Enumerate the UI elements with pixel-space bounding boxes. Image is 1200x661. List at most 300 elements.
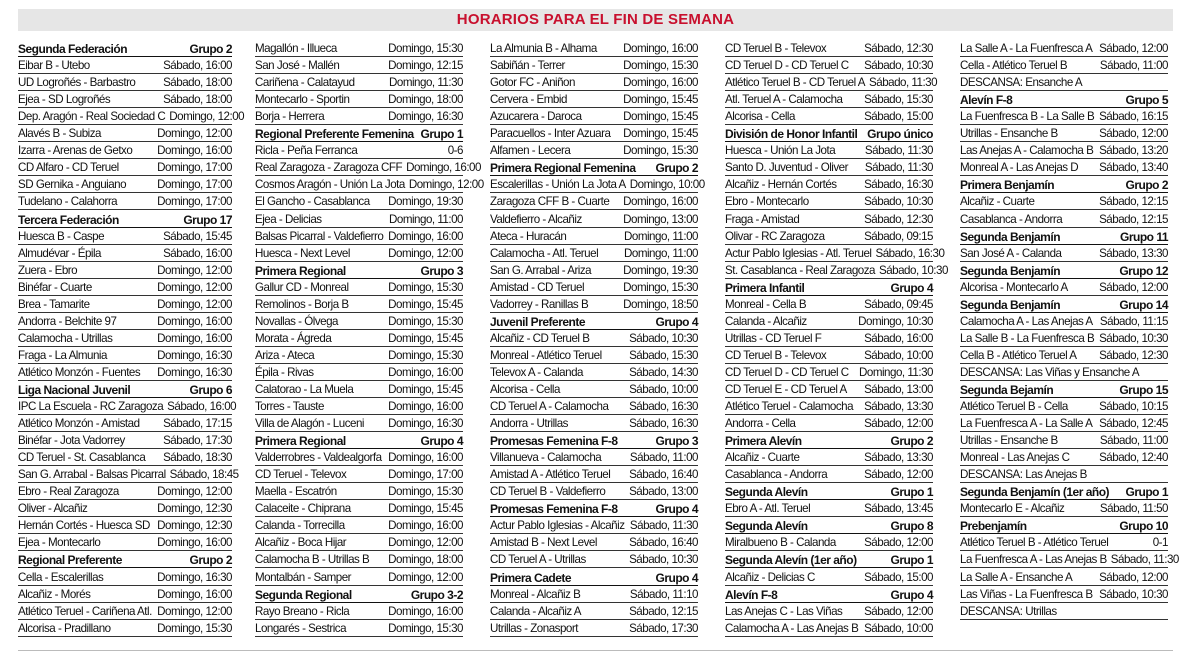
match-time: Domingo, 18:00 [388, 553, 463, 567]
match-time: Domingo, 15:45 [388, 297, 463, 311]
match-time: Domingo, 12:00 [388, 246, 463, 260]
match-teams: Monreal - Alcañiz B [490, 587, 581, 601]
competition-name: Primera Benjamín [960, 178, 1055, 193]
match-time: 0-6 [447, 144, 463, 158]
match-time: Sábado, 17:30 [629, 621, 698, 635]
competition-header [490, 568, 698, 585]
match-teams: IPC La Escuela - RC Zaragoza [18, 400, 164, 414]
match-time: Sábado, 15:30 [864, 93, 933, 107]
match-time: Domingo, 13:00 [623, 212, 698, 226]
match-time: Domingo, 16:00 [388, 604, 463, 618]
match-time: Sábado, 16:30 [629, 400, 698, 414]
match-teams: La Almunia B - Alhama [490, 42, 597, 56]
match-row [960, 551, 1179, 568]
match-teams: Alcañiz - Hernán Cortés [725, 178, 837, 192]
match-time: Domingo, 12:00 [157, 263, 232, 277]
match-teams: Valdefierro - Alcañiz [490, 212, 582, 226]
match-time: Domingo, 18:00 [388, 93, 463, 107]
group-label: Grupo 5 [1125, 93, 1168, 108]
match-row [255, 40, 463, 57]
page-title: HORARIOS PARA EL FIN DE SEMANA [456, 11, 735, 28]
match-time: Domingo, 16:00 [623, 42, 698, 56]
match-teams: Las Anejas C - Las Viñas [725, 604, 843, 618]
match-row [960, 159, 1168, 176]
match-time: Domingo, 15:45 [623, 127, 698, 141]
match-row [255, 108, 463, 125]
competition-header [960, 381, 1168, 398]
match-row [255, 159, 481, 176]
match-time: Sábado, 13:30 [864, 451, 933, 465]
match-row [960, 330, 1168, 347]
match-row [490, 466, 698, 483]
competition-name: Juvenil Preferente [490, 314, 586, 329]
match-teams: Andorra - Utrillas [490, 417, 568, 431]
match-teams: Montecarlo - Sportin [255, 93, 350, 107]
competition-header [255, 262, 463, 279]
match-time: Sábado, 16:30 [864, 178, 933, 192]
group-label: Grupo 4 [420, 434, 463, 449]
group-label: Grupo 15 [1119, 382, 1168, 397]
match-time: Domingo, 12:00 [388, 536, 463, 550]
match-time: Sábado, 15:00 [864, 110, 933, 124]
group-label: Grupo 1 [420, 127, 463, 142]
group-label: Grupo 4 [655, 502, 698, 517]
match-row [490, 620, 698, 637]
schedule-column-5 [960, 40, 1179, 620]
match-time: Sábado, 12:40 [1099, 451, 1168, 465]
group-label: Grupo 2 [189, 553, 232, 568]
match-row [490, 245, 698, 262]
match-teams: Huesca - Unión La Jota [725, 144, 836, 158]
match-row [18, 603, 232, 620]
match-row [255, 57, 463, 74]
match-row [490, 364, 698, 381]
match-row [18, 364, 232, 381]
match-time: Sábado, 10:30 [878, 263, 948, 277]
match-row [960, 125, 1168, 142]
match-time: Domingo, 12:00 [157, 604, 232, 618]
match-row [18, 193, 232, 210]
match-teams: Alcañiz - Cuarte [960, 195, 1035, 209]
competition-header [725, 279, 933, 296]
competition-header [490, 500, 698, 517]
title-bar [18, 9, 1173, 31]
match-row [255, 91, 463, 108]
match-teams: La Salle B - La Fuenfresca B [960, 331, 1095, 345]
match-teams: Utrillas - Zonasport [490, 621, 578, 635]
match-time: Sábado, 10:30 [864, 195, 933, 209]
match-teams: Calanda - Torrecilla [255, 519, 345, 533]
schedule-column-1 [18, 40, 245, 637]
match-teams: Calamocha - Utrillas [18, 331, 113, 345]
match-time: Sábado, 11:30 [629, 519, 698, 533]
match-teams: Calamocha - Atl. Teruel [490, 246, 599, 260]
rest-note-text: DESCANSA: Ensanche A [960, 76, 1083, 90]
match-teams: Atlético Teruel B - CD Teruel A [725, 76, 866, 90]
match-time: Domingo, 12:00 [157, 280, 232, 294]
competition-name: Segunda Regional [255, 587, 352, 602]
match-row [255, 603, 463, 620]
match-teams: Calamocha B - Utrillas B [255, 553, 370, 567]
match-time: Sábado, 11:50 [1099, 502, 1168, 516]
match-time: Domingo, 16:00 [623, 195, 698, 209]
match-time: Sábado, 12:15 [1099, 212, 1168, 226]
match-time: Sábado, 12:30 [864, 212, 933, 226]
match-row [490, 74, 698, 91]
match-teams: Miralbueno B - Calanda [725, 536, 836, 550]
match-teams: CD Teruel - St. Casablanca [18, 451, 146, 465]
match-teams: Atlético Teruel - Calamocha [725, 400, 854, 414]
group-label: Grupo 4 [890, 280, 933, 295]
match-teams: CD Teruel A - Calamocha [490, 400, 609, 414]
match-time: Sábado, 16:40 [629, 536, 698, 550]
competition-header [725, 517, 933, 534]
match-teams: Atlético Monzón - Amistad [18, 417, 140, 431]
match-time: Domingo, 15:30 [623, 59, 698, 73]
match-time: Domingo, 15:30 [623, 280, 698, 294]
match-row [725, 108, 933, 125]
match-teams: CD Teruel B - Valdefierro [490, 485, 606, 499]
match-time: Domingo, 15:45 [623, 93, 698, 107]
match-time: Sábado, 14:30 [629, 365, 698, 379]
match-time: Sábado, 15:45 [163, 229, 232, 243]
match-time: Sábado, 12:00 [864, 536, 933, 550]
competition-header [490, 313, 698, 330]
match-row [255, 279, 463, 296]
match-row [490, 551, 698, 568]
match-row [490, 415, 698, 432]
match-time: Domingo, 19:30 [623, 263, 698, 277]
match-time: Domingo, 12:00 [169, 110, 245, 124]
match-row [18, 517, 232, 534]
match-row [725, 381, 933, 398]
match-row [18, 125, 232, 142]
match-teams: Huesca - Next Level [255, 246, 350, 260]
match-teams: Zuera - Ebro [18, 263, 78, 277]
competition-header [725, 586, 933, 603]
match-time: Domingo, 16:00 [623, 76, 698, 90]
match-teams: Calatorao - La Muela [255, 382, 354, 396]
match-teams: Épila - Rivas [255, 365, 314, 379]
match-teams: Torres - Tauste [255, 400, 324, 414]
match-time: Domingo, 12:00 [157, 297, 232, 311]
match-teams: Alcañiz - Cuarte [725, 451, 800, 465]
match-time: Sábado, 18:00 [163, 76, 232, 90]
match-row [18, 347, 232, 364]
match-teams: Ebro - Montecarlo [725, 195, 809, 209]
bottom-divider [18, 650, 1173, 651]
match-teams: Calamocha A - Las Anejas B [725, 621, 859, 635]
match-teams: Gotor FC - Aniñon [490, 76, 575, 90]
match-time: Sábado, 12:15 [1099, 195, 1168, 209]
match-teams: Alavés B - Subiza [18, 127, 102, 141]
match-row [725, 176, 933, 193]
group-label: Grupo 3 [655, 434, 698, 449]
match-teams: Dep. Aragón - Real Sociedad C [18, 110, 166, 124]
match-time: Domingo, 16:00 [157, 314, 232, 328]
match-teams: Morata - Ágreda [255, 331, 332, 345]
match-row [725, 245, 945, 262]
match-teams: Utrillas - Ensanche B [960, 127, 1058, 141]
match-teams: El Gancho - Casablanca [255, 195, 370, 209]
match-teams: Las Viñas - La Fuenfresca B [960, 587, 1093, 601]
match-row [18, 313, 232, 330]
match-time: Sábado, 12:00 [1099, 42, 1168, 56]
match-time: Domingo, 17:00 [157, 161, 232, 175]
match-teams: Utrillas - CD Teruel F [725, 331, 822, 345]
rest-note [960, 466, 1168, 483]
match-teams: SD Gernika - Anguiano [18, 178, 127, 192]
match-teams: Casablanca - Andorra [725, 468, 828, 482]
match-row [490, 40, 698, 57]
match-row [18, 228, 232, 245]
match-row [18, 91, 232, 108]
match-time: Sábado, 11:00 [1099, 59, 1168, 73]
group-label: Grupo 11 [1119, 229, 1168, 244]
match-time: Sábado, 12:30 [1099, 348, 1168, 362]
match-row [255, 296, 463, 313]
match-row [725, 449, 933, 466]
match-teams: CD Teruel E - CD Teruel A [725, 382, 847, 396]
match-row [490, 534, 698, 551]
competition-name: Tercera Federación [18, 212, 119, 227]
match-teams: Andorra - Belchite 97 [18, 314, 117, 328]
match-row [490, 193, 698, 210]
match-time: Sábado, 13:20 [1099, 144, 1168, 158]
match-teams: Magallón - Illueca [255, 42, 337, 56]
match-teams: Cella B - Atlético Teruel A [960, 348, 1077, 362]
match-time: Domingo, 16:00 [388, 519, 463, 533]
match-time: Sábado, 15:00 [864, 570, 933, 584]
match-row [960, 398, 1168, 415]
group-label: Grupo 12 [1119, 263, 1168, 278]
match-time: Domingo, 16:00 [388, 400, 463, 414]
match-teams: Valderrobres - Valdealgorfa [255, 451, 382, 465]
match-time: Sábado, 10:30 [1099, 331, 1168, 345]
match-teams: Sabiñán - Terrer [490, 59, 565, 73]
match-time: Domingo, 15:30 [388, 280, 463, 294]
match-row [255, 210, 463, 227]
rest-note [960, 603, 1168, 620]
match-teams: Ariza - Ateca [255, 348, 315, 362]
match-teams: La Fuenfresca A - Las Anejas B [960, 553, 1107, 567]
match-teams: Rayo Breano - Ricla [255, 604, 350, 618]
match-row [490, 279, 698, 296]
match-row [960, 193, 1168, 210]
competition-header [18, 381, 232, 398]
match-time: Sábado, 10:30 [1099, 587, 1168, 601]
match-time: Sábado, 13:45 [864, 502, 933, 516]
match-teams: Maella - Escatrón [255, 485, 337, 499]
competition-header [725, 483, 933, 500]
match-teams: San G. Arrabal - Balsas Picarral [18, 468, 166, 482]
match-time: Domingo, 15:45 [623, 110, 698, 124]
match-row [490, 398, 698, 415]
match-time: Sábado, 11:30 [869, 76, 938, 90]
match-row [490, 381, 698, 398]
match-teams: Actur Pablo Iglesias - Atl. Teruel [725, 246, 872, 260]
match-teams: Televox A - Calanda [490, 365, 583, 379]
match-row [960, 313, 1168, 330]
match-time: Sábado, 16:00 [864, 331, 933, 345]
competition-name: Primera Alevín [725, 434, 802, 449]
match-teams: Andorra - Cella [725, 417, 796, 431]
match-row [490, 347, 698, 364]
match-row [725, 142, 933, 159]
group-label: Grupo 14 [1119, 297, 1168, 312]
match-teams: Monreal - Las Anejas C [960, 451, 1070, 465]
match-time: Sábado, 11:30 [1110, 553, 1179, 567]
match-time: Sábado, 13:40 [1099, 161, 1168, 175]
match-row [255, 364, 463, 381]
match-time: Domingo, 12:00 [157, 127, 232, 141]
group-label: Grupo 8 [890, 519, 933, 534]
match-teams: Atlético Teruel B - Cella [960, 400, 1068, 414]
group-label: Grupo 3-2 [410, 587, 463, 602]
competition-header [18, 210, 232, 227]
match-row [725, 500, 933, 517]
competition-name: Segunda Benjamín [960, 263, 1061, 278]
match-time: Sábado, 11:30 [864, 161, 933, 175]
match-time: Sábado, 10:00 [864, 621, 933, 635]
group-label: Grupo 4 [890, 587, 933, 602]
match-time: Sábado, 10:30 [629, 331, 698, 345]
match-row [725, 91, 933, 108]
match-teams: Binéfar - Cuarte [18, 280, 92, 294]
match-row [960, 108, 1168, 125]
match-time: Domingo, 16:00 [157, 536, 232, 550]
match-row [255, 74, 463, 91]
competition-header [725, 432, 933, 449]
match-time: Domingo, 16:00 [388, 451, 463, 465]
match-row [255, 449, 463, 466]
match-teams: Las Anejas A - Calamocha B [960, 144, 1094, 158]
match-row [725, 193, 933, 210]
match-time: Sábado, 16:00 [163, 246, 232, 260]
match-row [490, 108, 698, 125]
match-time: Sábado, 10:15 [1099, 400, 1168, 414]
match-teams: Santo D. Juventud - Oliver [725, 161, 848, 175]
competition-header [960, 483, 1168, 500]
match-teams: Brea - Tamarite [18, 297, 90, 311]
competition-name: Primera Regional [255, 434, 346, 449]
match-time: Domingo, 15:45 [388, 331, 463, 345]
match-time: Sábado, 16:30 [875, 246, 945, 260]
match-time: Sábado, 11:00 [1099, 434, 1168, 448]
match-time: Domingo, 15:45 [388, 502, 463, 516]
match-teams: La Fuenfresca B - La Salle B [960, 110, 1095, 124]
match-teams: CD Teruel - Televox [255, 468, 347, 482]
match-time: Sábado, 10:00 [629, 382, 698, 396]
match-teams: Alcorisa - Montecarlo A [960, 280, 1068, 294]
match-time: Domingo, 15:30 [388, 348, 463, 362]
group-label: Grupo 2 [655, 161, 698, 176]
match-teams: Huesca B - Caspe [18, 229, 105, 243]
group-label: Grupo 17 [183, 212, 232, 227]
match-teams: Cariñena - Calatayud [255, 76, 355, 90]
match-time: Domingo, 12:30 [157, 502, 232, 516]
match-time: Sábado, 16:30 [629, 417, 698, 431]
match-teams: Alcorisa - Cella [490, 382, 560, 396]
competition-name: Segunda Federación [18, 42, 128, 57]
match-row [725, 313, 933, 330]
match-teams: Calanda - Alcañiz A [490, 604, 582, 618]
match-time: Sábado, 13:00 [629, 485, 698, 499]
match-teams: Cervera - Embid [490, 93, 567, 107]
match-row [18, 534, 232, 551]
match-teams: UD Logroñés - Barbastro [18, 76, 136, 90]
match-time: Domingo, 15:30 [157, 621, 232, 635]
group-label: Grupo 2 [1125, 178, 1168, 193]
match-teams: Ejea - Montecarlo [18, 536, 101, 550]
match-time: Domingo, 15:30 [388, 485, 463, 499]
match-teams: Amistad A - Atlético Teruel [490, 468, 611, 482]
competition-header [960, 176, 1168, 193]
competition-header [18, 551, 232, 568]
match-teams: Monreal - Cella B [725, 297, 807, 311]
match-time: Domingo, 16:30 [157, 348, 232, 362]
match-teams: Alcorisa - Cella [725, 110, 795, 124]
match-row [960, 586, 1168, 603]
match-row [960, 568, 1168, 585]
group-label: Grupo 6 [189, 382, 232, 397]
match-teams: Cella - Escalerillas [18, 570, 104, 584]
match-time: Sábado, 16:00 [163, 59, 232, 73]
match-time: Sábado, 11:30 [864, 144, 933, 158]
match-teams: Almudévar - Épila [18, 246, 101, 260]
match-time: Domingo, 16:30 [388, 417, 463, 431]
match-row [255, 415, 463, 432]
match-row [960, 40, 1168, 57]
match-teams: Amistad - CD Teruel [490, 280, 585, 294]
match-teams: Atlético Teruel B - Atlético Teruel [960, 536, 1109, 550]
match-row [18, 330, 232, 347]
match-teams: Casablanca - Andorra [960, 212, 1063, 226]
competition-header [255, 432, 463, 449]
rest-note [960, 364, 1168, 381]
match-time: Domingo, 16:00 [157, 587, 232, 601]
competition-header [18, 40, 232, 57]
match-teams: Calamocha A - Las Anejas A [960, 314, 1093, 328]
competition-header [490, 432, 698, 449]
match-teams: Villa de Alagón - Luceni [255, 417, 364, 431]
match-teams: San G. Arrabal - Ariza [490, 263, 592, 277]
match-row [490, 228, 698, 245]
match-row [18, 262, 232, 279]
match-time: Domingo, 16:00 [406, 161, 481, 175]
match-row [18, 449, 232, 466]
match-row [255, 142, 463, 159]
match-row [960, 432, 1168, 449]
match-row [490, 483, 698, 500]
match-row [960, 142, 1168, 159]
match-row [255, 176, 484, 193]
match-row [18, 466, 239, 483]
match-teams: Alcañiz - CD Teruel B [490, 331, 590, 345]
match-row [725, 57, 933, 74]
match-row [18, 176, 232, 193]
match-teams: Zaragoza CFF B - Cuarte [490, 195, 610, 209]
match-row [18, 500, 232, 517]
competition-name: Primera Regional Femenina [490, 161, 636, 176]
match-row [725, 568, 933, 585]
match-time: Sábado, 18:00 [163, 93, 232, 107]
match-time: Sábado, 18:30 [163, 451, 232, 465]
match-teams: Hernán Cortés - Huesca SD [18, 519, 150, 533]
match-teams: Ebro A - Atl. Teruel [725, 502, 811, 516]
match-row [490, 262, 698, 279]
match-row [490, 91, 698, 108]
